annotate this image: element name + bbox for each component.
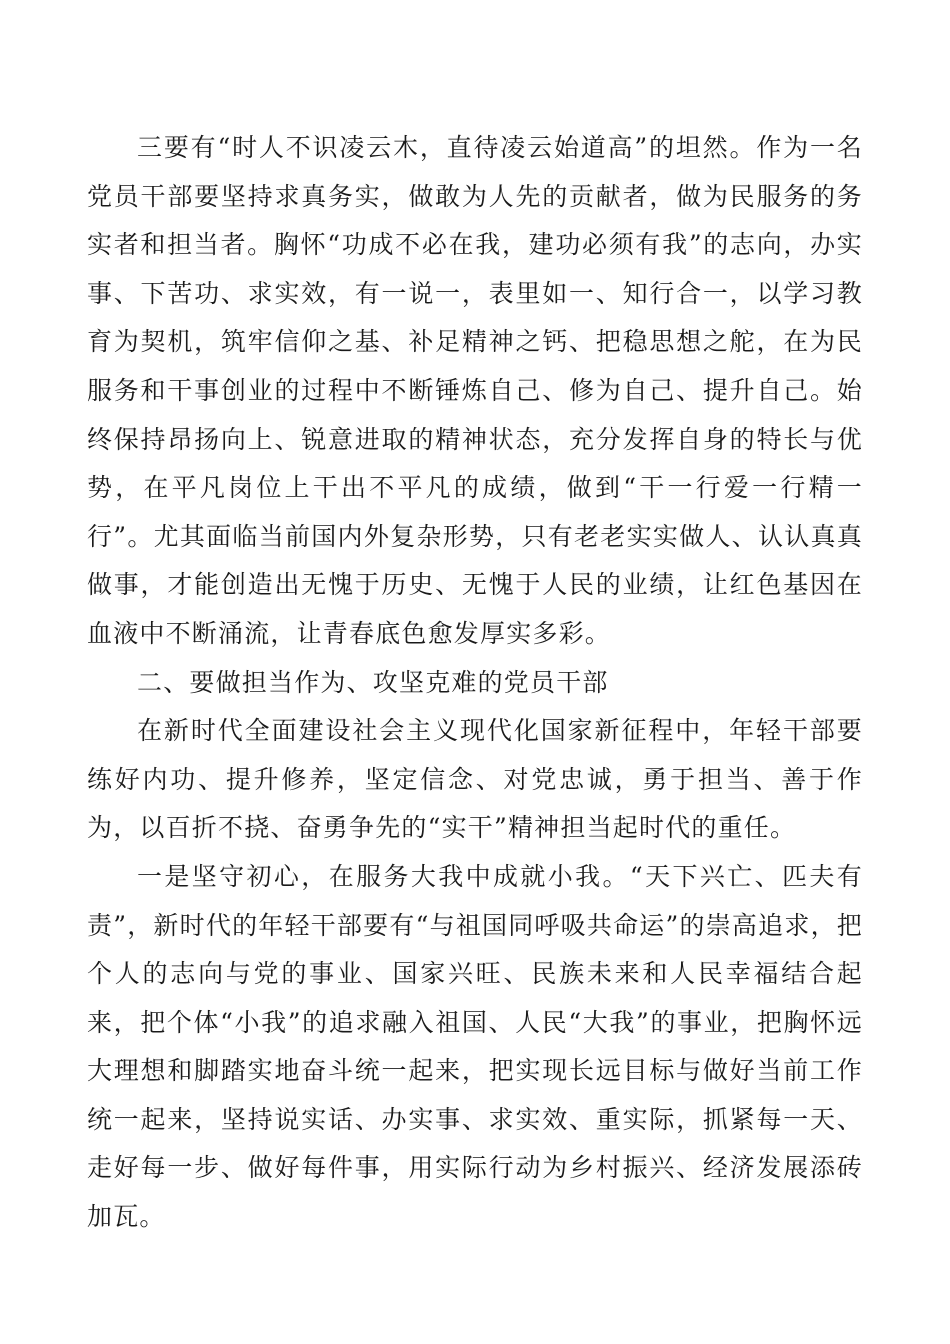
section-heading-two: 二、要做担当作为、攻坚克难的党员干部 <box>137 667 609 697</box>
paragraph-section-intro: 在新时代全面建设社会主义现代化国家新征程中，年轻干部要练好内功、提升修养，坚定信念、对党忠诚，勇于担当、善于作为，以百折不挠、奋勇争先的“实干”精神担当起时代的重任。 <box>87 716 863 843</box>
paragraph-point-one: 一是坚守初心，在服务大我中成就小我。“天下兴亡、匹夫有责”，新时代的年轻干部要有“与祖国同呼吸共命运”的崇高追求，把个人的志向与党的事业、国家兴旺、民族未来和人民幸福结合起来，把个体“小我”的追求融入祖国、人民“大我”的事业，把胸怀远大理想和脚踏实地奋斗统一起来，把实现长远目标与做好当前工作统一起来，坚持说实话、办实事、求实效、重实际，抓紧每一天、走好每一步、做好每件事，用实际行动为乡村振兴、经济发展添砖加瓦。 <box>87 861 863 1232</box>
paragraph-third-requirement: 三要有“时人不识凌云木，直待凌云始道高”的坦然。作为一名党员干部要坚持求真务实，做敢为人先的贡献者，做为民服务的务实者和担当者。胸怀“功成不必在我，建功必须有我”的志向，办实事、下苦功、求实效，有一说一，表里如一、知行合一，以学习教育为契机，筑牢信仰之基、补足精神之钙、把稳思想之舵，在为民服务和干事创业的过程中不断锤炼自己、修为自己、提升自己。始终保持昂扬向上、锐意进取的精神状态，充分发挥自身的特长与优势，在平凡岗位上干出不平凡的成绩，做到“干一行爱一行精一行”。尤其面临当前国内外复杂形势，只有老老实实做人、认认真真做事，才能创造出无愧于历史、无愧于人民的业绩，让红色基因在血液中不断涌流，让青春底色愈发厚实多彩。 <box>87 133 863 648</box>
document-body <box>87 124 863 1242</box>
